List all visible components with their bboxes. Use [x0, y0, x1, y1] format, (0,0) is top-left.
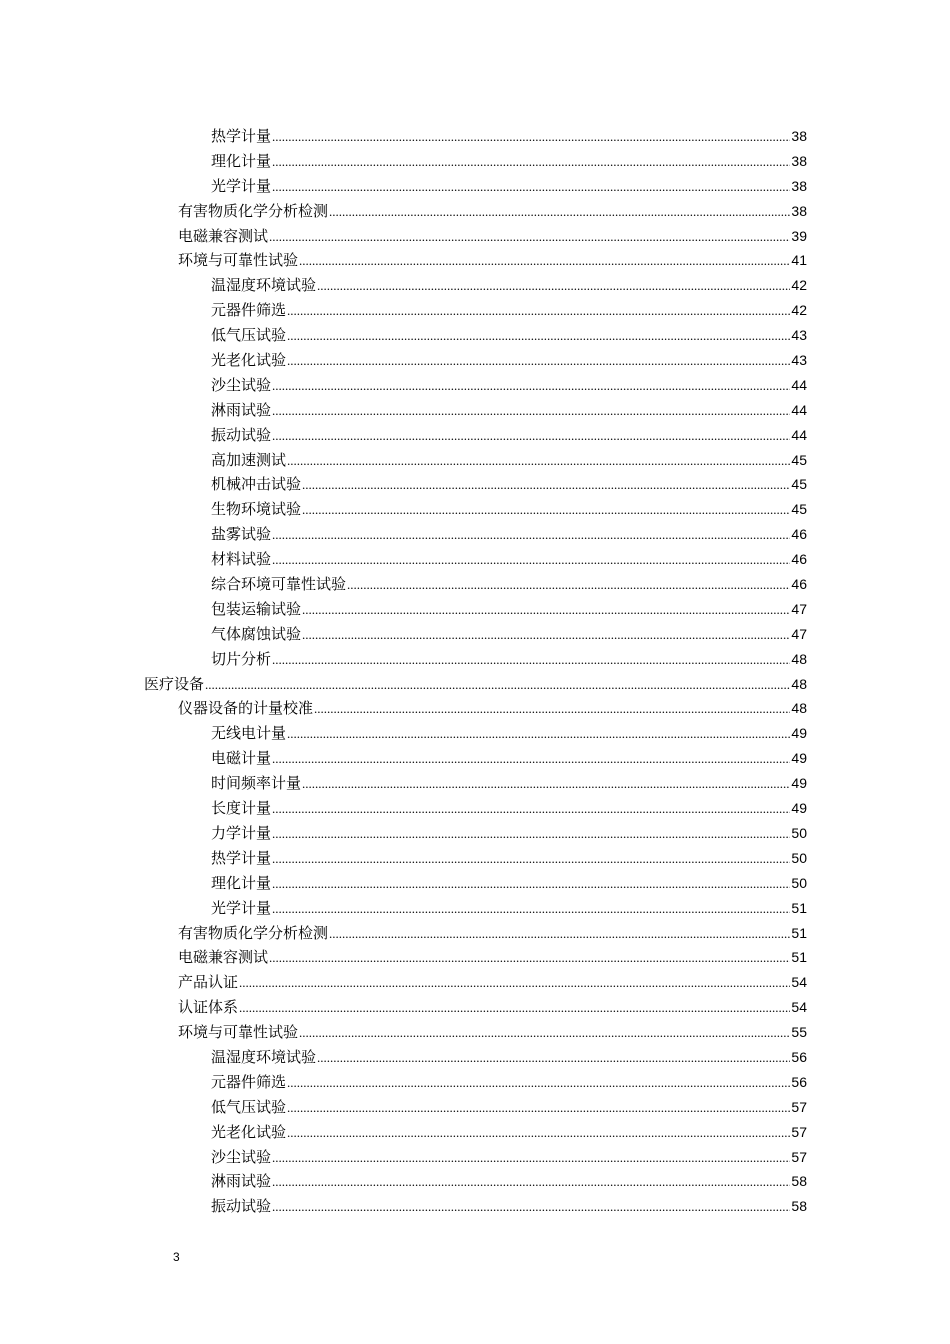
- toc-entry-title: 沙尘试验: [211, 1147, 272, 1166]
- toc-entry[interactable]: [0, 746, 950, 771]
- dot-leader: [302, 598, 790, 623]
- dot-leader: [299, 249, 790, 274]
- toc-entry-title: 环境与可靠性试验: [178, 251, 299, 270]
- toc-entry-title: 时间频率计量: [211, 774, 302, 793]
- toc-entry[interactable]: [0, 348, 950, 373]
- toc-entry-title: 光老化试验: [211, 1122, 287, 1141]
- toc-entry-title: 理化计量: [211, 151, 272, 170]
- toc-entry[interactable]: [0, 149, 950, 174]
- dot-leader: [239, 996, 790, 1021]
- toc-entry-title: 高加速测试: [211, 450, 287, 469]
- toc-entry-page: 48: [791, 650, 807, 667]
- toc-entry[interactable]: [0, 647, 950, 672]
- dot-leader: [272, 150, 790, 175]
- dot-leader: [269, 225, 790, 250]
- dot-leader: [272, 648, 790, 673]
- dot-leader: [287, 722, 790, 747]
- toc-entry-page: 55: [791, 1024, 807, 1041]
- dot-leader: [272, 399, 790, 424]
- dot-leader: [269, 946, 790, 971]
- dot-leader: [272, 847, 790, 872]
- dot-leader: [272, 424, 790, 449]
- toc-entry[interactable]: [0, 547, 950, 572]
- toc-entry-title: 生物环境试验: [211, 500, 302, 519]
- toc-entry-page: 49: [791, 775, 807, 792]
- toc-entry[interactable]: [0, 821, 950, 846]
- dot-leader: [302, 623, 790, 648]
- toc-entry-title: 低气压试验: [211, 326, 287, 345]
- toc-entry-page: 42: [791, 302, 807, 319]
- dot-leader: [272, 523, 790, 548]
- toc-entry-page: 50: [791, 824, 807, 841]
- toc-entry-page: 51: [791, 899, 807, 916]
- toc-entry[interactable]: [0, 921, 950, 946]
- toc-entry[interactable]: [0, 497, 950, 522]
- toc-entry-page: 45: [791, 476, 807, 493]
- toc-entry[interactable]: [0, 298, 950, 323]
- toc-entry-title: 理化计量: [211, 873, 272, 892]
- toc-entry-page: 45: [791, 501, 807, 518]
- toc-entry-title: 长度计量: [211, 799, 272, 818]
- toc-entry-page: 50: [791, 874, 807, 891]
- toc-entry-page: 44: [791, 401, 807, 418]
- dot-leader: [205, 673, 790, 698]
- dot-leader: [272, 872, 790, 897]
- toc-entry-title: 环境与可靠性试验: [178, 1023, 299, 1042]
- dot-leader: [299, 1021, 790, 1046]
- toc-entry-page: 38: [791, 152, 807, 169]
- toc-entry[interactable]: [0, 174, 950, 199]
- toc-entry-page: 43: [791, 352, 807, 369]
- toc-entry-title: 无线电计量: [211, 724, 287, 743]
- toc-entry-title: 机械冲击试验: [211, 475, 302, 494]
- toc-entry-title: 光老化试验: [211, 351, 287, 370]
- dot-leader: [329, 200, 790, 225]
- toc-entry[interactable]: [0, 273, 950, 298]
- toc-entry-title: 光学计量: [211, 898, 272, 917]
- toc-entry-title: 光学计量: [211, 176, 272, 195]
- toc-entry-title: 电磁兼容测试: [178, 226, 269, 245]
- toc-entry-page: 51: [791, 924, 807, 941]
- toc-entry[interactable]: [0, 1194, 950, 1219]
- dot-leader: [317, 274, 790, 299]
- toc-entry-page: 50: [791, 849, 807, 866]
- table-of-contents: [0, 124, 950, 1219]
- toc-entry[interactable]: [0, 199, 950, 224]
- toc-entry-page: 56: [791, 1073, 807, 1090]
- toc-entry-title: 切片分析: [211, 649, 272, 668]
- dot-leader: [272, 175, 790, 200]
- toc-entry[interactable]: [0, 323, 950, 348]
- dot-leader: [287, 324, 790, 349]
- toc-entry-title: 元器件筛选: [211, 1072, 287, 1091]
- toc-entry-page: 45: [791, 451, 807, 468]
- dot-leader: [302, 473, 790, 498]
- toc-entry[interactable]: [0, 373, 950, 398]
- toc-entry-page: 47: [791, 600, 807, 617]
- dot-leader: [287, 1096, 790, 1121]
- toc-entry-page: 46: [791, 576, 807, 593]
- toc-entry-title: 元器件筛选: [211, 301, 287, 320]
- dot-leader: [272, 125, 790, 150]
- toc-entry-page: 54: [791, 999, 807, 1016]
- toc-entry-page: 48: [791, 675, 807, 692]
- dot-leader: [302, 498, 790, 523]
- dot-leader: [272, 374, 790, 399]
- toc-entry-title: 力学计量: [211, 823, 272, 842]
- toc-entry-title: 热学计量: [211, 127, 272, 145]
- toc-entry-title: 振动试验: [211, 425, 272, 444]
- toc-entry-page: 51: [791, 949, 807, 966]
- toc-entry-page: 43: [791, 327, 807, 344]
- dot-leader: [314, 697, 790, 722]
- dot-leader: [272, 1146, 790, 1171]
- toc-entry-page: 38: [791, 202, 807, 219]
- page-number: 3: [173, 1250, 180, 1264]
- toc-entry-page: 38: [791, 177, 807, 194]
- toc-entry-title: 有害物质化学分析检测: [178, 923, 329, 942]
- toc-entry-title: 综合环境可靠性试验: [211, 575, 347, 594]
- toc-entry[interactable]: [0, 1120, 950, 1145]
- dot-leader: [272, 1170, 790, 1195]
- toc-entry-page: 57: [791, 1148, 807, 1165]
- toc-entry[interactable]: [0, 124, 950, 149]
- dot-leader: [272, 548, 790, 573]
- toc-entry[interactable]: [0, 522, 950, 547]
- dot-leader: [272, 822, 790, 847]
- dot-leader: [272, 797, 790, 822]
- dot-leader: [287, 1071, 790, 1096]
- toc-entry-title: 温湿度环境试验: [211, 276, 317, 295]
- toc-entry-page: 56: [791, 1048, 807, 1065]
- toc-entry-title: 产品认证: [178, 973, 239, 992]
- toc-entry-page: 54: [791, 974, 807, 991]
- dot-leader: [272, 897, 790, 922]
- toc-entry-page: 39: [791, 227, 807, 244]
- toc-entry[interactable]: [0, 448, 950, 473]
- dot-leader: [347, 573, 790, 598]
- toc-entry[interactable]: [0, 970, 950, 995]
- toc-entry-page: 58: [791, 1173, 807, 1190]
- dot-leader: [329, 922, 790, 947]
- toc-entry-title: 气体腐蚀试验: [211, 624, 302, 643]
- toc-entry-title: 认证体系: [178, 998, 239, 1017]
- toc-entry-page: 49: [791, 800, 807, 817]
- toc-entry-page: 38: [791, 128, 807, 144]
- toc-entry-title: 淋雨试验: [211, 400, 272, 419]
- dot-leader: [302, 772, 790, 797]
- toc-entry[interactable]: [0, 721, 950, 746]
- toc-entry-title: 包装运输试验: [211, 599, 302, 618]
- toc-entry-page: 44: [791, 376, 807, 393]
- dot-leader: [272, 1195, 790, 1220]
- toc-entry[interactable]: [0, 1145, 950, 1170]
- toc-entry-page: 42: [791, 277, 807, 294]
- toc-entry-title: 医疗设备: [144, 674, 205, 693]
- toc-entry[interactable]: [0, 796, 950, 821]
- toc-entry-page: 58: [791, 1198, 807, 1215]
- toc-entry-title: 材料试验: [211, 550, 272, 569]
- toc-entry[interactable]: [0, 572, 950, 597]
- toc-entry-title: 淋雨试验: [211, 1172, 272, 1191]
- toc-entry-page: 46: [791, 551, 807, 568]
- toc-entry[interactable]: [0, 1169, 950, 1194]
- toc-entry-page: 46: [791, 526, 807, 543]
- toc-entry-title: 温湿度环境试验: [211, 1047, 317, 1066]
- toc-entry-page: 48: [791, 700, 807, 717]
- dot-leader: [272, 747, 790, 772]
- dot-leader: [287, 1121, 790, 1146]
- dot-leader: [287, 449, 790, 474]
- toc-entry[interactable]: [0, 248, 950, 273]
- toc-entry-page: 57: [791, 1098, 807, 1115]
- toc-entry-page: 41: [791, 252, 807, 269]
- toc-entry[interactable]: [0, 1095, 950, 1120]
- dot-leader: [287, 349, 790, 374]
- toc-entry[interactable]: [0, 398, 950, 423]
- toc-entry-title: 热学计量: [211, 848, 272, 867]
- toc-entry[interactable]: [0, 1045, 950, 1070]
- toc-entry[interactable]: [0, 995, 950, 1020]
- toc-entry-title: 沙尘试验: [211, 375, 272, 394]
- toc-entry[interactable]: [0, 472, 950, 497]
- toc-entry-title: 仪器设备的计量校准: [178, 699, 314, 718]
- toc-entry[interactable]: [0, 896, 950, 921]
- toc-entry-title: 盐雾试验: [211, 525, 272, 544]
- toc-entry[interactable]: [0, 1070, 950, 1095]
- toc-entry-page: 49: [791, 725, 807, 742]
- toc-entry[interactable]: [0, 672, 950, 697]
- toc-entry-title: 电磁兼容测试: [178, 948, 269, 967]
- toc-entry-page: 47: [791, 625, 807, 642]
- dot-leader: [317, 1046, 790, 1071]
- toc-entry-title: 有害物质化学分析检测: [178, 201, 329, 220]
- dot-leader: [239, 971, 790, 996]
- toc-entry-page: 57: [791, 1123, 807, 1140]
- toc-entry[interactable]: [0, 871, 950, 896]
- toc-entry-page: 49: [791, 750, 807, 767]
- dot-leader: [287, 299, 790, 324]
- toc-entry-title: 电磁计量: [211, 749, 272, 768]
- toc-entry-title: 低气压试验: [211, 1097, 287, 1116]
- toc-entry[interactable]: [0, 696, 950, 721]
- toc-entry[interactable]: [0, 423, 950, 448]
- toc-entry[interactable]: [0, 622, 950, 647]
- toc-entry[interactable]: [0, 1020, 950, 1045]
- toc-entry[interactable]: [0, 945, 950, 970]
- toc-entry[interactable]: [0, 771, 950, 796]
- toc-entry-page: 44: [791, 426, 807, 443]
- toc-entry-title: 振动试验: [211, 1197, 272, 1216]
- toc-entry[interactable]: [0, 597, 950, 622]
- toc-entry[interactable]: [0, 224, 950, 249]
- toc-entry[interactable]: [0, 846, 950, 871]
